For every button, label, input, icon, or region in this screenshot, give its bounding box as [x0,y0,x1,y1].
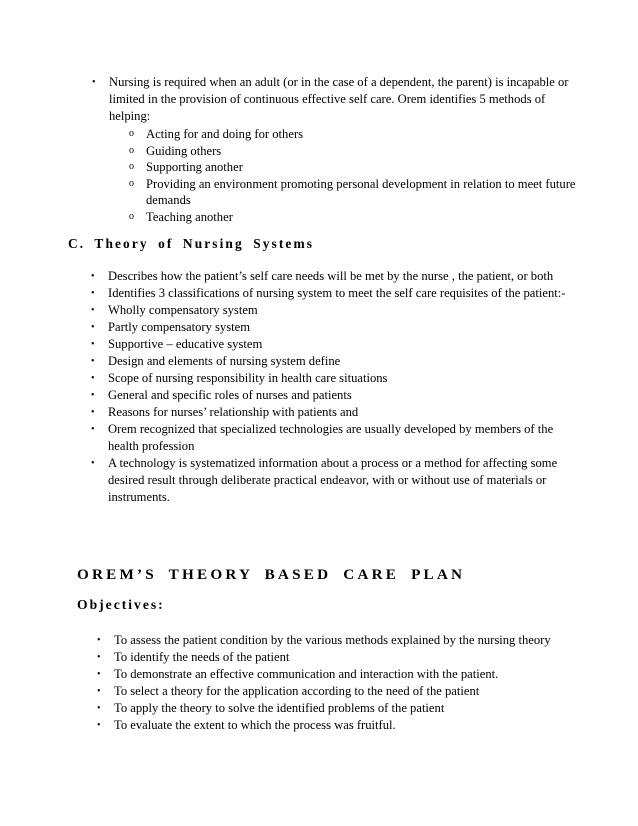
list-item [91,421,582,455]
bullet-icon: • [91,356,95,367]
sub-bullet-icon: o [129,177,134,189]
bullet-icon: • [91,458,95,469]
list-item [97,700,584,717]
item-text: To assess the patient condition by the various methods explained by the nursing theory [114,633,551,647]
item-text: To identify the needs of the patient [114,650,290,664]
list-item [129,126,582,143]
list-item [91,404,582,421]
item-text: Teaching another [146,209,233,224]
list-item [91,319,582,336]
list-item [91,302,582,319]
list-item [92,74,581,225]
item-text: To evaluate the extent to which the process was fruitful. [114,718,396,732]
list-item [91,268,582,285]
item-text: A technology is systematized information about a process or a method for affecting some desired result through deliberate practical endeavor, with or without use of materials or instruments. [108,456,558,504]
list-item [91,285,582,302]
bullet-icon: • [91,305,95,316]
bullet-icon: • [91,373,95,384]
objectives-heading: Objectives: [77,597,165,612]
list-item [97,666,584,683]
list-item [129,143,582,160]
item-text: Guiding others [146,143,222,158]
list-item [129,159,582,176]
item-text: Providing an environment promoting personal development in relation to meet future demands [146,176,576,207]
care-plan-title: OREM’S THEORY BASED CARE PLAN [77,566,466,583]
bullet-icon: • [91,390,95,401]
item-text: To apply the theory to solve the identified problems of the patient [114,701,445,715]
list-item [97,683,584,700]
item-text: Acting for and doing for others [146,127,304,141]
bullet-icon: • [91,288,95,299]
bullet-icon: • [97,669,101,680]
sub-bullet-icon: o [129,144,134,156]
item-text: To select a theory for the application according to the need of the patient [114,684,480,698]
helping-methods-list [129,126,582,225]
objectives-list [97,632,584,734]
sub-bullet-icon: o [129,161,134,172]
list-item [91,387,582,404]
item-text: Design and elements of nursing system define [108,354,341,368]
item-text: Partly compensatory system [108,320,251,334]
sub-bullet-icon: o [129,210,134,222]
sub-bullet-icon: o [129,128,134,139]
list-item [129,209,582,226]
list-item [91,370,582,387]
bullet-icon: • [91,271,95,282]
item-text: Supporting another [146,160,243,174]
item-text: Identifies 3 classifications of nursing system to meet the self care requisites of the patient:- [108,286,566,300]
item-text: Reasons for nurses’ relationship with patients and [108,405,359,419]
list-item [91,353,582,370]
list-item [97,649,584,666]
item-text: To demonstrate an effective communication and interaction with the patient. [114,667,499,681]
bullet-icon: • [91,339,95,350]
item-text: Describes how the patient’s self care needs will be met by the nurse , the patient, or both [108,269,554,283]
item-text: Supportive – educative system [108,337,263,351]
list-item [91,336,582,353]
section-heading: C. Theory of Nursing Systems [68,236,315,251]
list-item [97,632,584,649]
item-text: Nursing is required when an adult (or in the case of a dependent, the parent) is incapable or limited in the provision of continuous effective self care. Orem identifies 5 methods of helping: [109,75,569,123]
bullet-icon: • [92,77,96,88]
bullet-icon: • [91,407,95,418]
list-item [97,717,584,734]
item-text: Scope of nursing responsibility in health care situations [108,371,388,385]
bullet-icon: • [97,652,101,663]
bullet-icon: • [91,322,95,333]
bullet-icon: • [97,720,101,731]
bullet-icon: • [91,424,95,435]
bullet-icon: • [97,703,101,714]
list-item [91,455,582,506]
item-text: Orem recognized that specialized technologies are usually developed by members of the health profession [108,422,554,453]
bullet-icon: • [97,635,101,646]
top-bullet-list [92,74,581,225]
item-text: Wholly compensatory system [108,303,258,317]
nursing-systems-list [91,268,582,506]
item-text: General and specific roles of nurses and patients [108,388,352,402]
list-item [129,176,582,209]
bullet-icon: • [97,686,101,697]
